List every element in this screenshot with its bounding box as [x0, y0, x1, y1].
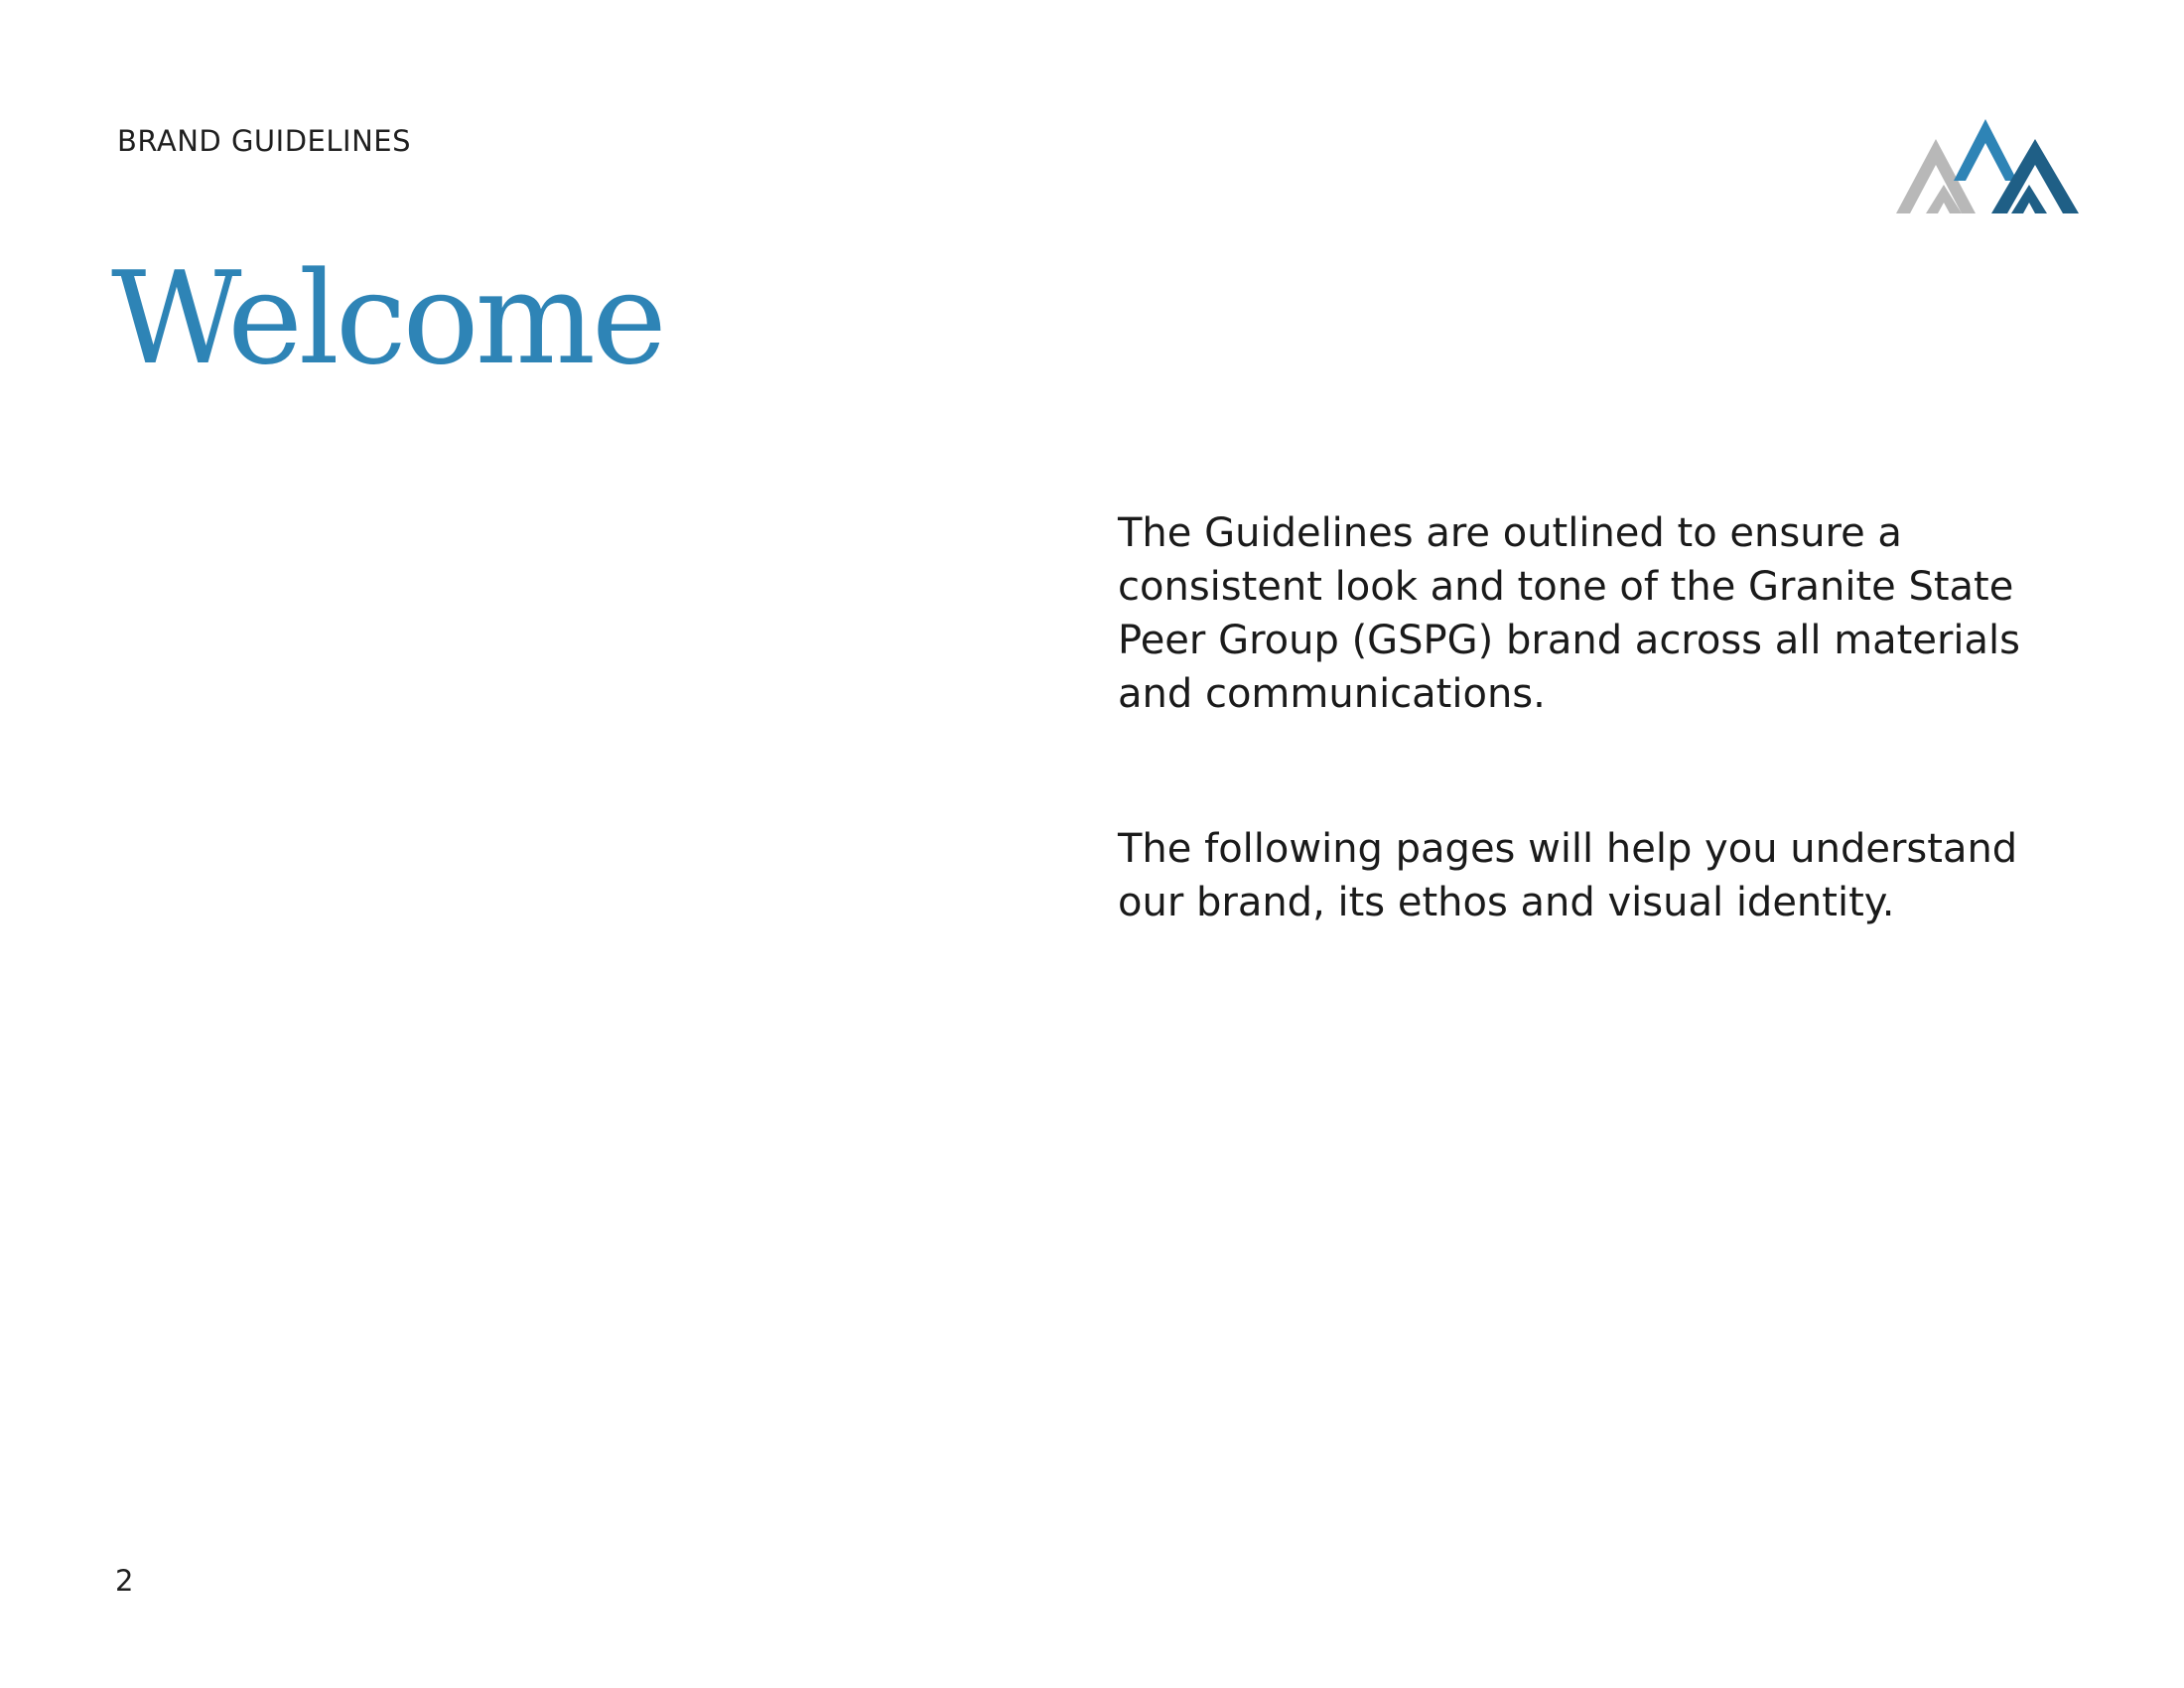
- page-number: 2: [115, 1564, 134, 1598]
- paragraph-line: Peer Group (GSPG) brand across all materials: [1118, 618, 2020, 663]
- paragraph-line: consistent look and tone of the Granite State: [1118, 564, 2014, 610]
- paragraph-line: our brand, its ethos and visual identity.: [1118, 880, 1895, 925]
- paragraph-line: and communications.: [1118, 671, 1546, 717]
- section-header: BRAND GUIDELINES: [117, 124, 411, 158]
- page-title: Welcome: [111, 245, 663, 393]
- intro-paragraph: [1118, 506, 2071, 721]
- paragraph-line: The following pages will help you understand: [1118, 826, 2018, 872]
- followup-paragraph: [1118, 822, 2071, 929]
- paragraph-line: The Guidelines are outlined to ensure a: [1118, 510, 1902, 556]
- mountain-logo-icon: [1896, 109, 2081, 218]
